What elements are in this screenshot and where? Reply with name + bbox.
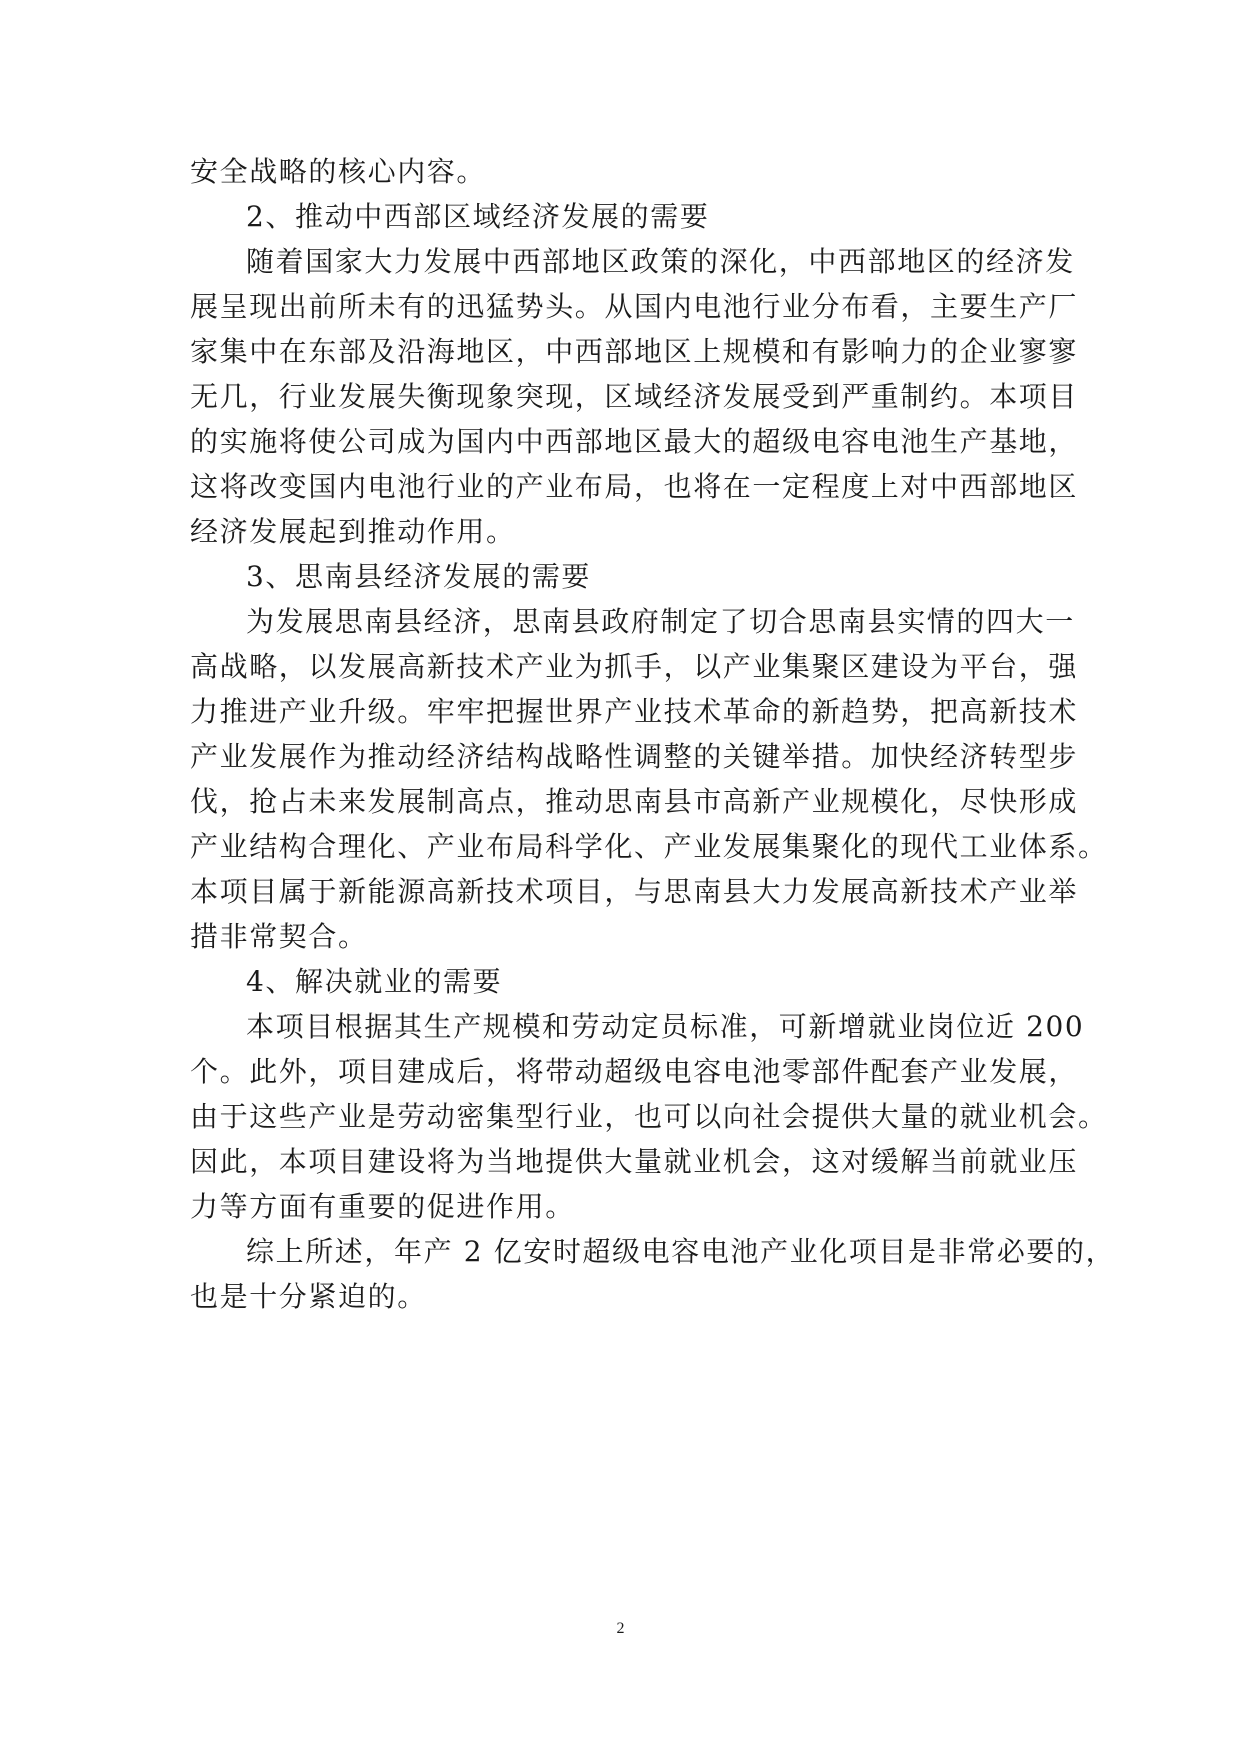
- text-line: 安全战略的核心内容。: [190, 155, 487, 188]
- text-line: 随着国家大力发展中西部地区政策的深化，中西部地区的经济发: [246, 245, 1075, 278]
- text-line: 也是十分紧迫的。: [190, 1280, 427, 1313]
- text-line: 本项目属于新能源高新技术项目，与思南县大力发展高新技术产业举: [190, 875, 1079, 908]
- text-line: 产业发展作为推动经济结构战略性调整的关键举措。加快经济转型步: [190, 740, 1079, 773]
- text-line: 经济发展起到推动作用。: [190, 515, 516, 548]
- text-line: 的实施将使公司成为国内中西部地区最大的超级电容电池生产基地，: [190, 425, 1079, 458]
- text-line: 本项目根据其生产规模和劳动定员标准，可新增就业岗位近 200: [246, 1010, 1085, 1043]
- text-line: 伐，抢占未来发展制高点，推动思南县市高新产业规模化，尽快形成: [190, 785, 1079, 818]
- text-line: 高战略，以发展高新技术产业为抓手，以产业集聚区建设为平台，强: [190, 650, 1079, 683]
- document-body: [190, 149, 1116, 1319]
- text-line: 这将改变国内电池行业的产业布局，也将在一定程度上对中西部地区: [190, 470, 1079, 503]
- text-line: 为发展思南县经济，思南县政府制定了切合思南县实情的四大一: [246, 605, 1075, 638]
- text-line: 综上所述，年产 2 亿安时超级电容电池产业化项目是非常必要的，: [246, 1235, 1116, 1268]
- text-line: 无几，行业发展失衡现象突现，区域经济发展受到严重制约。本项目: [190, 380, 1079, 413]
- text-line: 2、推动中西部区域经济发展的需要: [246, 200, 710, 233]
- text-line: 家集中在东部及沿海地区，中西部地区上规模和有影响力的企业寥寥: [190, 335, 1079, 368]
- text-line: 3、思南县经济发展的需要: [246, 560, 592, 593]
- page-number: 2: [616, 1620, 625, 1637]
- text-line: 产业结构合理化、产业布局科学化、产业发展集聚化的现代工业体系。: [190, 830, 1108, 863]
- text-line: 由于这些产业是劳动密集型行业，也可以向社会提供大量的就业机会。: [190, 1100, 1108, 1133]
- text-line: 力推进产业升级。牢牢把握世界产业技术革命的新趋势，把高新技术: [190, 695, 1079, 728]
- text-line: 因此，本项目建设将为当地提供大量就业机会，这对缓解当前就业压: [190, 1145, 1079, 1178]
- text-line: 措非常契合。: [190, 920, 368, 953]
- text-line: 4、解决就业的需要: [246, 965, 503, 998]
- text-line: 展呈现出前所未有的迅猛势头。从国内电池行业分布看，主要生产厂: [190, 290, 1079, 323]
- text-line: 力等方面有重要的促进作用。: [190, 1190, 575, 1223]
- text-line: 个。此外，项目建成后，将带动超级电容电池零部件配套产业发展，: [190, 1055, 1079, 1088]
